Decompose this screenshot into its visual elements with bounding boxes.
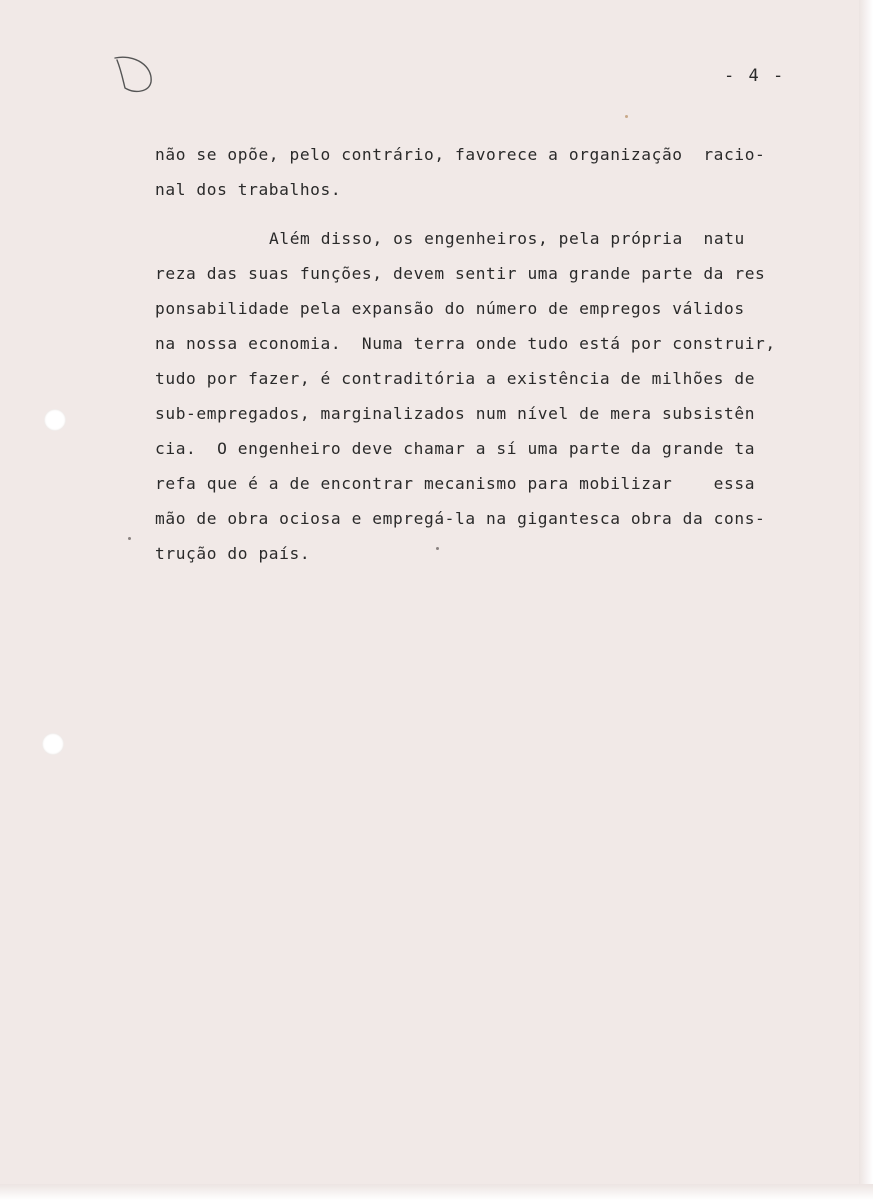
page-edge-right xyxy=(859,0,873,1200)
text-line: sub-empregados, marginalizados num nível de mera subsistên xyxy=(155,404,756,423)
text-line: refa que é a de encontrar mecanismo para mobilizar essa xyxy=(155,474,756,493)
text-line: não se opõe, pelo contrário, favorece a organização racio- xyxy=(155,145,766,164)
punch-hole-upper xyxy=(44,409,66,431)
paragraph-1 xyxy=(155,137,785,207)
text-line: nal dos trabalhos. xyxy=(155,180,342,199)
text-line: trução do país. xyxy=(155,544,311,563)
paper-speck xyxy=(625,115,628,118)
paper-speck xyxy=(436,547,439,550)
text-line: Além disso, os engenheiros, pela própria natu xyxy=(269,229,745,248)
text-line: tudo por fazer, é contraditória a existência de milhões de xyxy=(155,369,756,388)
text-line: reza das suas funções, devem sentir uma grande parte da res xyxy=(155,264,766,283)
text-line: cia. O engenheiro deve chamar a sí uma parte da grande ta xyxy=(155,439,756,458)
page-number: - 4 - xyxy=(724,66,786,86)
paragraph-2 xyxy=(155,221,785,571)
paper-speck xyxy=(128,537,131,540)
text-line: mão de obra ociosa e empregá-la na gigantesca obra da cons- xyxy=(155,509,766,528)
text-line: ponsabilidade pela expansão do número de empregos válidos xyxy=(155,299,745,318)
typed-body-text xyxy=(155,137,785,571)
text-line: na nossa economia. Numa terra onde tudo está por construir, xyxy=(155,334,776,353)
page-edge-bottom xyxy=(0,1184,873,1200)
handwritten-d-mark xyxy=(105,48,165,98)
punch-hole-lower xyxy=(42,733,64,755)
